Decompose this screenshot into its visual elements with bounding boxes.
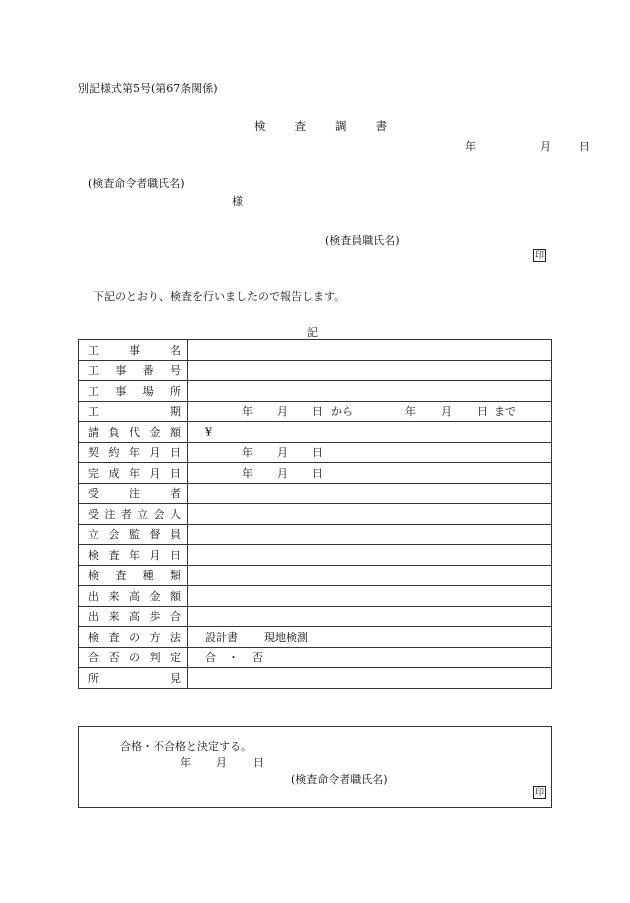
- row-label-text: 立 会 監 督 員: [88, 528, 181, 542]
- row-label: [79, 586, 188, 607]
- row-label: [79, 360, 188, 381]
- row-label-text: 出 来 高 歩 合: [88, 610, 181, 624]
- table-row: [79, 483, 552, 504]
- inspection-table: [78, 339, 552, 689]
- table-row: [79, 340, 552, 361]
- row-value: [188, 442, 552, 463]
- row-value-dot: ・: [228, 651, 239, 665]
- orderer-label-bottom: (検査命令者職氏名): [291, 773, 388, 786]
- row-label: [79, 565, 188, 586]
- form-number: 別記様式第5号(第67条関係): [78, 82, 218, 95]
- row-label: [79, 606, 188, 627]
- seal-mark: 印: [534, 251, 544, 261]
- row-label-text: 検 査 種 類: [88, 569, 181, 583]
- row-value-m1: 設計書: [205, 630, 238, 644]
- row-label: [79, 340, 188, 361]
- row-value-yen: ¥: [205, 425, 212, 439]
- table-row: [79, 463, 552, 484]
- table-row: [79, 647, 552, 668]
- table-row: [79, 381, 552, 402]
- row-label-text: 工 事 番 号: [88, 364, 181, 378]
- date-year: 年: [465, 140, 476, 153]
- row-label-text: 合 否 の 判 定: [88, 651, 181, 665]
- row-value: [188, 668, 552, 689]
- date-year: 年: [180, 756, 191, 769]
- row-value: [188, 422, 552, 443]
- row-value: [188, 360, 552, 381]
- row-label: [79, 524, 188, 545]
- date-day: 日: [253, 756, 264, 769]
- row-value-m2: 月: [441, 405, 452, 419]
- ki-heading: 記: [307, 326, 318, 339]
- row-label-text: 所 見: [88, 671, 181, 685]
- row-value-m: 月: [277, 446, 288, 460]
- row-label: [79, 463, 188, 484]
- row-value: [188, 565, 552, 586]
- inspector-label: (検査員職氏名): [325, 234, 400, 247]
- row-value: [188, 340, 552, 361]
- row-value: [188, 463, 552, 484]
- row-label-text: 検 査 年 月 日: [88, 548, 181, 562]
- row-label: [79, 401, 188, 422]
- row-label-text: 工 事 場 所: [88, 384, 181, 398]
- row-value-y1: 年: [242, 405, 253, 419]
- row-value: [188, 504, 552, 525]
- table-row: [79, 565, 552, 586]
- date-month: 月: [216, 756, 227, 769]
- row-label: [79, 668, 188, 689]
- row-value: [188, 627, 552, 648]
- row-value-m: 月: [277, 466, 288, 480]
- date-day: 日: [579, 140, 590, 153]
- row-label-text: 完 成 年 月 日: [88, 466, 181, 480]
- row-label: [79, 627, 188, 648]
- row-value-y: 年: [242, 466, 253, 480]
- row-value-fail: 否: [252, 651, 263, 665]
- row-value-pass: 合: [205, 651, 216, 665]
- row-value: [188, 483, 552, 504]
- row-label: [79, 545, 188, 566]
- row-label: [79, 422, 188, 443]
- row-label-text: 出 来 高 金 額: [88, 589, 181, 603]
- table-row: [79, 360, 552, 381]
- row-label: [79, 647, 188, 668]
- row-label: [79, 381, 188, 402]
- table-row: [79, 442, 552, 463]
- date-month: 月: [540, 140, 551, 153]
- table-row: [79, 668, 552, 689]
- row-value: [188, 381, 552, 402]
- table-row: [79, 606, 552, 627]
- row-label-text: 検 査 の 方 法: [88, 630, 181, 644]
- row-label-text: 契 約 年 月 日: [88, 446, 181, 460]
- row-label: [79, 442, 188, 463]
- row-value: [188, 524, 552, 545]
- row-value-d: 日: [312, 466, 323, 480]
- row-label: [79, 504, 188, 525]
- date-bottom: [180, 754, 264, 770]
- row-label: [79, 483, 188, 504]
- row-label-text: 工 期: [88, 405, 181, 419]
- row-value: [188, 545, 552, 566]
- row-value-d2: 日: [477, 405, 488, 419]
- row-value: [188, 647, 552, 668]
- table-row: [79, 586, 552, 607]
- row-value-d: 日: [312, 446, 323, 460]
- row-value-d1: 日: [312, 405, 323, 419]
- row-value: [188, 606, 552, 627]
- row-value-until: まで: [494, 405, 516, 419]
- report-text: 下記のとおり、検査を行いましたので報告します。: [93, 290, 346, 303]
- table-row: [79, 401, 552, 422]
- row-value-y2: 年: [405, 405, 416, 419]
- row-value-m1: 月: [277, 405, 288, 419]
- table-row: [79, 524, 552, 545]
- table-row: [79, 627, 552, 648]
- row-value: [188, 586, 552, 607]
- document-title: 検査調書: [254, 119, 416, 133]
- table-row: [79, 545, 552, 566]
- orderer-label: (検査命令者職氏名): [88, 177, 185, 190]
- row-label-text: 受 注 者: [88, 487, 181, 501]
- row-label-text: 受 注 者 立 会 人: [88, 507, 181, 521]
- table-row: [79, 504, 552, 525]
- row-value-y: 年: [242, 446, 253, 460]
- row-value-m2: 現地検測: [264, 630, 308, 644]
- table-row: [79, 422, 552, 443]
- row-label-text: 請 負 代 金 額: [88, 425, 181, 439]
- honorific: 様: [232, 195, 243, 208]
- seal-mark-bottom: 印: [534, 788, 544, 798]
- row-value-from: から: [331, 405, 353, 419]
- row-label-text: 工 事 名: [88, 343, 181, 357]
- decision-text: 合格・不合格と決定する。: [120, 740, 252, 753]
- row-value: [188, 401, 552, 422]
- date-top: [465, 138, 590, 154]
